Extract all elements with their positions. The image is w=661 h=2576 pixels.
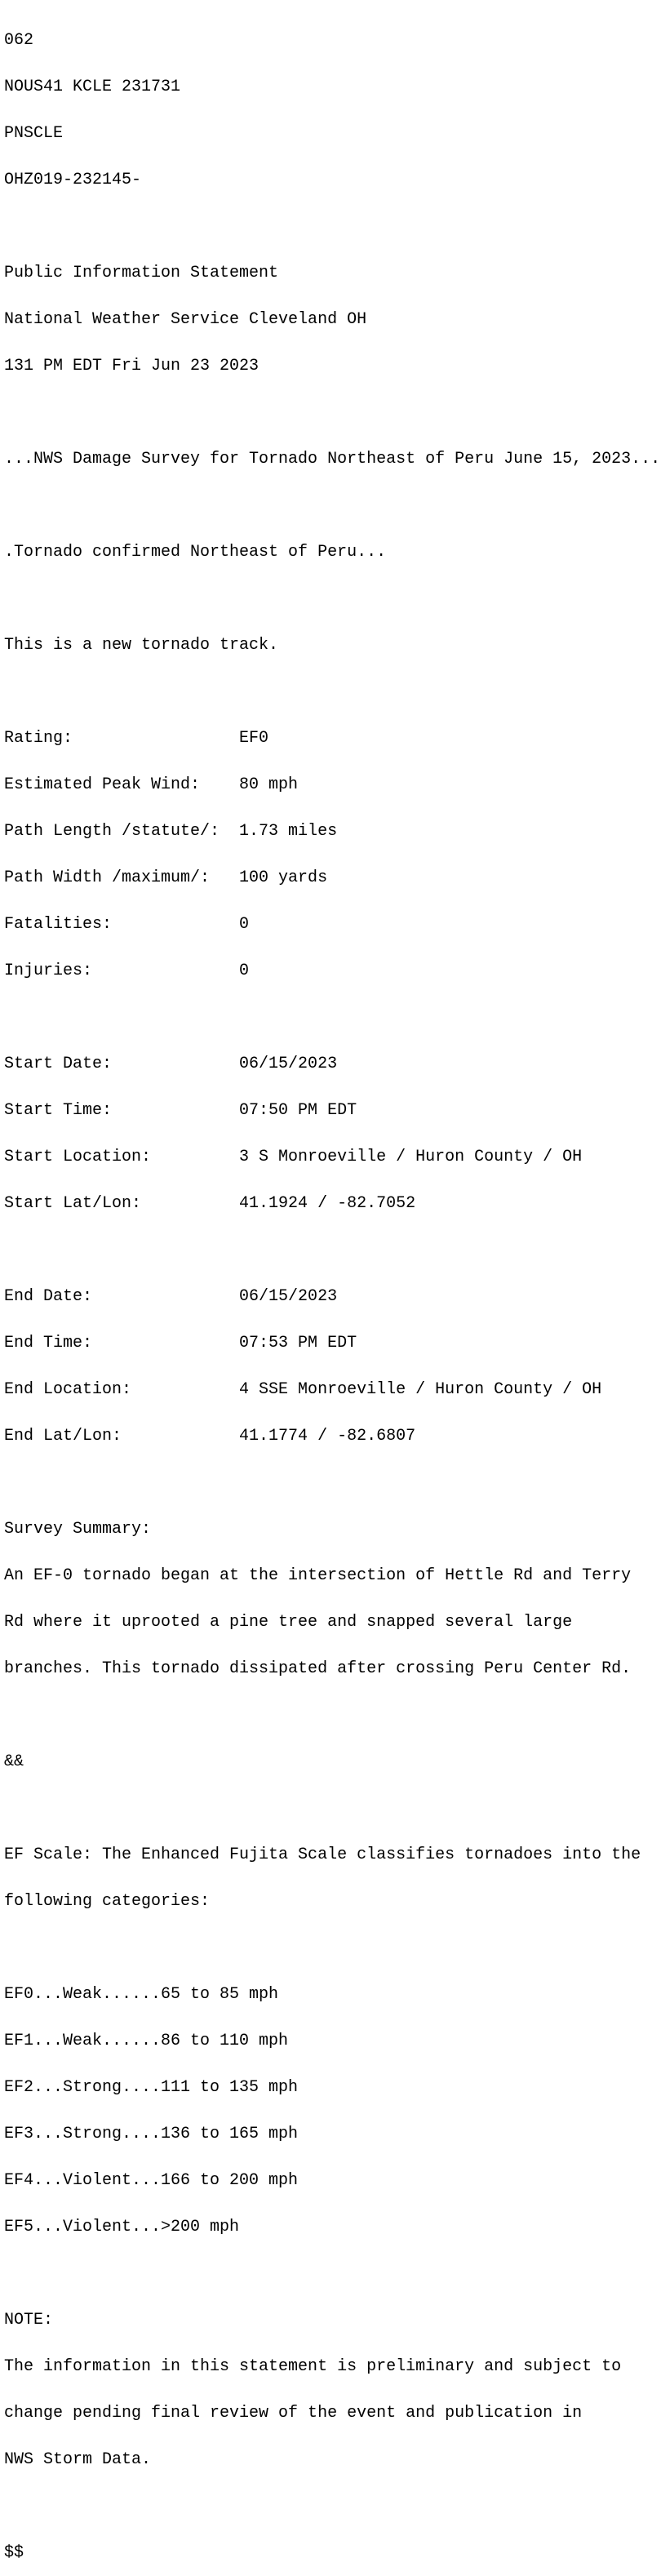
statement-type: Public Information Statement <box>4 264 279 282</box>
summary-line: Rd where it uprooted a pine tree and snapped several large <box>4 1613 573 1632</box>
ef-scale-row-ef3: EF3...Strong....136 to 165 mph <box>4 2125 299 2143</box>
end-latlon: End Lat/Lon: 41.1774 / -82.6807 <box>4 1427 416 1446</box>
ef-scale-intro: EF Scale: The Enhanced Fujita Scale classifies tornadoes into the <box>4 1845 641 1864</box>
stat-fatalities: Fatalities: 0 <box>4 915 250 934</box>
note-line: change pending final review of the event and publication in <box>4 2404 583 2423</box>
summary-heading: Survey Summary: <box>4 1520 152 1539</box>
summary-line: An EF-0 tornado began at the intersection of Hettle Rd and Terry <box>4 1566 632 1585</box>
blank-line <box>4 219 660 234</box>
start-date: Start Date: 06/15/2023 <box>4 1055 338 1073</box>
zone-code: OHZ019-232145- <box>4 171 142 189</box>
issuing-office: National Weather Service Cleveland OH <box>4 310 367 329</box>
blank-line <box>4 1010 660 1025</box>
subheadline: .Tornado confirmed Northeast of Peru... <box>4 543 387 562</box>
blank-line <box>4 1801 660 1816</box>
intro-text: This is a new tornado track. <box>4 636 279 655</box>
section-separator: && <box>4 1752 24 1771</box>
product-code: 062 <box>4 31 34 50</box>
stat-path-length: Path Length /statute/: 1.73 miles <box>4 822 338 841</box>
start-latlon: Start Lat/Lon: 41.1924 / -82.7052 <box>4 1194 416 1213</box>
summary-line: branches. This tornado dissipated after crossing Peru Center Rd. <box>4 1659 632 1678</box>
ef-scale-row-ef4: EF4...Violent...166 to 200 mph <box>4 2171 299 2190</box>
stat-injuries: Injuries: 0 <box>4 962 250 980</box>
end-date: End Date: 06/15/2023 <box>4 1287 338 1306</box>
blank-line <box>4 405 660 420</box>
end-time: End Time: 07:53 PM EDT <box>4 1334 357 1352</box>
ef-scale-intro: following categories: <box>4 1892 211 1911</box>
headline: ...NWS Damage Survey for Tornado Northeast of Peru June 15, 2023... <box>4 450 661 469</box>
blank-line <box>4 498 660 513</box>
end-location: End Location: 4 SSE Monroeville / Huron County / OH <box>4 1380 602 1399</box>
blank-line <box>4 1475 660 1490</box>
blank-line <box>4 1708 660 1723</box>
issued-time: 131 PM EDT Fri Jun 23 2023 <box>4 357 260 375</box>
blank-line <box>4 1940 660 1956</box>
note-line: The information in this statement is preliminary and subject to <box>4 2357 622 2376</box>
blank-line <box>4 684 660 700</box>
note-line: NWS Storm Data. <box>4 2450 152 2469</box>
start-location: Start Location: 3 S Monroeville / Huron County / OH <box>4 1148 583 1166</box>
blank-line <box>4 1242 660 1258</box>
stat-rating: Rating: EF0 <box>4 729 269 748</box>
ef-scale-row-ef0: EF0...Weak......65 to 85 mph <box>4 1985 279 2004</box>
ef-scale-row-ef1: EF1...Weak......86 to 110 mph <box>4 2032 289 2050</box>
blank-line <box>4 2498 660 2514</box>
note-heading: NOTE: <box>4 2311 54 2330</box>
stat-path-width: Path Width /maximum/: 100 yards <box>4 868 328 887</box>
end-marker: $$ <box>4 2543 24 2562</box>
blank-line <box>4 2266 660 2281</box>
statement-document <box>4 2 660 2576</box>
stat-peak-wind: Estimated Peak Wind: 80 mph <box>4 775 299 794</box>
ef-scale-row-ef2: EF2...Strong....111 to 135 mph <box>4 2078 299 2097</box>
start-time: Start Time: 07:50 PM EDT <box>4 1101 357 1120</box>
blank-line <box>4 591 660 606</box>
ef-scale-row-ef5: EF5...Violent...>200 mph <box>4 2218 240 2236</box>
awips-id: PNSCLE <box>4 124 64 143</box>
wmo-header: NOUS41 KCLE 231731 <box>4 78 181 96</box>
